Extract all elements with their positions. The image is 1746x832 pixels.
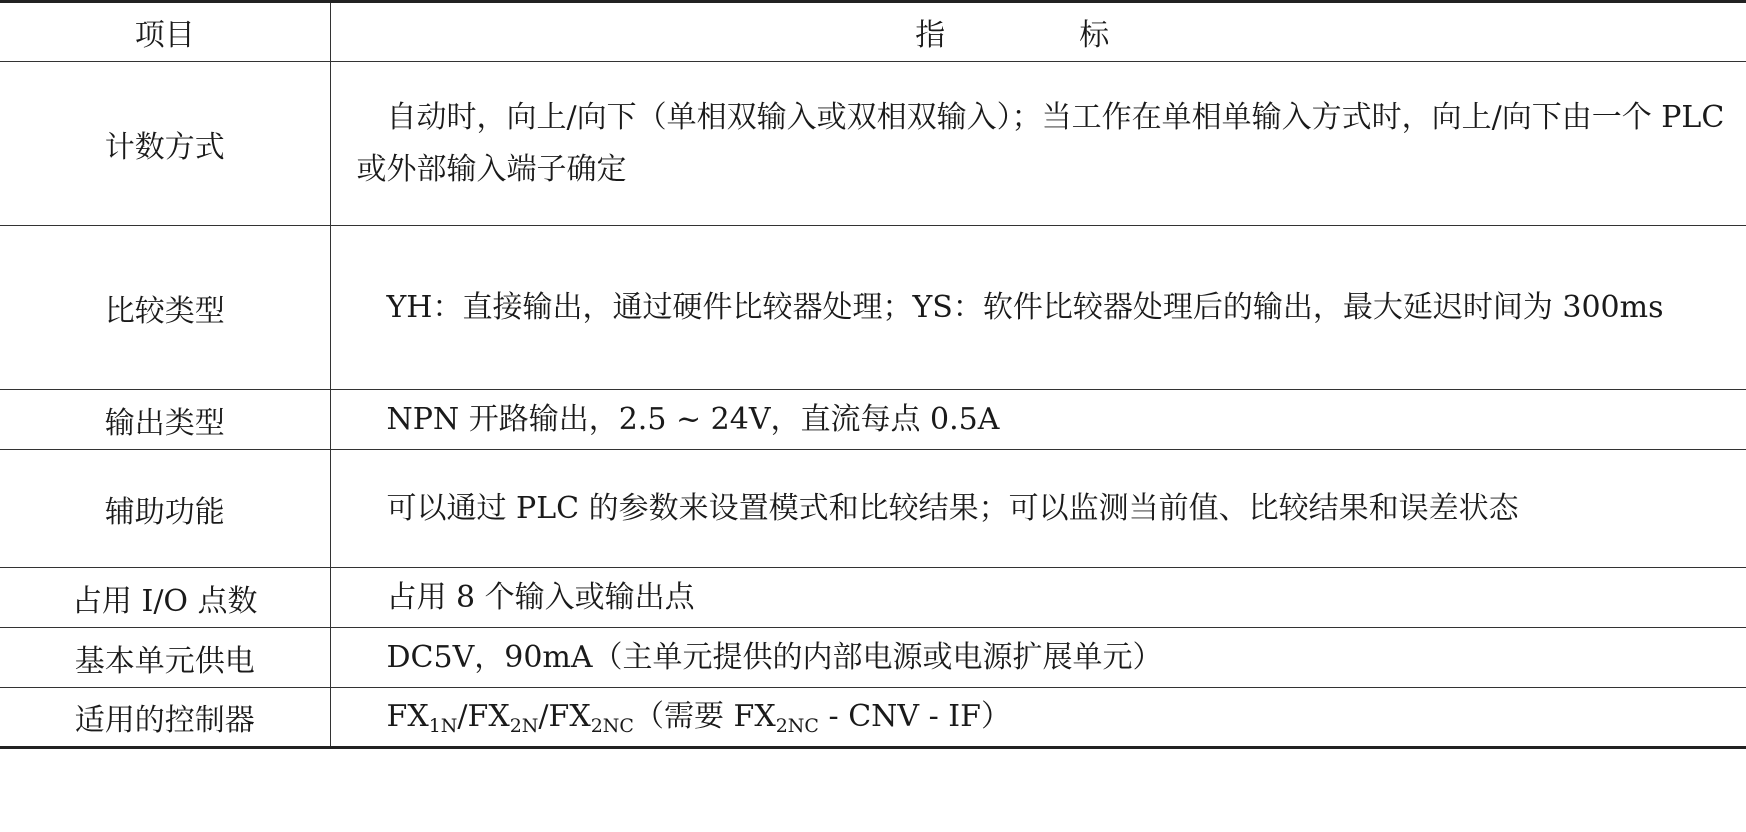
row-item: 辅助功能 — [0, 450, 330, 568]
row-item: 输出类型 — [0, 390, 330, 450]
row-value — [330, 226, 1746, 390]
fx2nc-cnv-if-label: $FX_{2NC}$ — [733, 699, 819, 737]
row-item: 占用 I/O 点数 — [0, 568, 330, 628]
row-item: 适用的控制器 — [0, 688, 330, 748]
row-value — [330, 450, 1746, 568]
row-value-text: YH：直接输出，通过硬件比较器处理；YS：软件比较器处理后的输出，最大延迟时间为 300ms — [386, 289, 1664, 325]
row-value — [330, 568, 1746, 628]
table-row — [0, 390, 1746, 450]
fx2n-label: $FX_{2N}$ — [467, 699, 539, 737]
row-value-controllers — [330, 688, 1746, 748]
row-value-text: DC5V，90mA（主单元提供的内部电源或电源扩展单元） — [386, 639, 1163, 675]
table-row — [0, 62, 1746, 226]
separator: / — [457, 699, 468, 734]
table-row — [0, 568, 1746, 628]
fx2nc-label: $FX_{2NC}$ — [548, 699, 634, 737]
fx1n-label: $FX_{1N}$ — [386, 699, 458, 737]
row-item: 计数方式 — [0, 62, 330, 226]
requirement-prefix: （需要 — [633, 699, 734, 734]
row-value — [330, 390, 1746, 450]
row-value — [330, 62, 1746, 226]
row-value-text: 自动时，向上/向下（单相双输入或双相双输入）；当工作在单相单输入方式时，向上/向下由一个 PLC 或外部输入端子确定 — [356, 99, 1725, 187]
row-value-text: 可以通过 PLC 的参数来设置模式和比较结果；可以监测当前值、比较结果和误差状态 — [386, 490, 1519, 526]
table-row — [0, 628, 1746, 688]
row-value — [330, 628, 1746, 688]
row-item: 基本单元供电 — [0, 628, 330, 688]
row-value-text: NPN 开路输出，2.5 ~ 24V，直流每点 0.5A — [386, 401, 1000, 437]
table-row — [0, 688, 1746, 748]
requirement-suffix: - CNV - IF） — [818, 699, 1011, 734]
table-header-row — [0, 2, 1746, 62]
row-item: 比较类型 — [0, 226, 330, 390]
separator: / — [538, 699, 549, 734]
row-value-text: 占用 8 个输入或输出点 — [386, 579, 695, 615]
table-row — [0, 450, 1746, 568]
table-row — [0, 226, 1746, 390]
header-item: 项目 — [0, 2, 330, 62]
header-value: 指 标 — [330, 2, 1746, 62]
